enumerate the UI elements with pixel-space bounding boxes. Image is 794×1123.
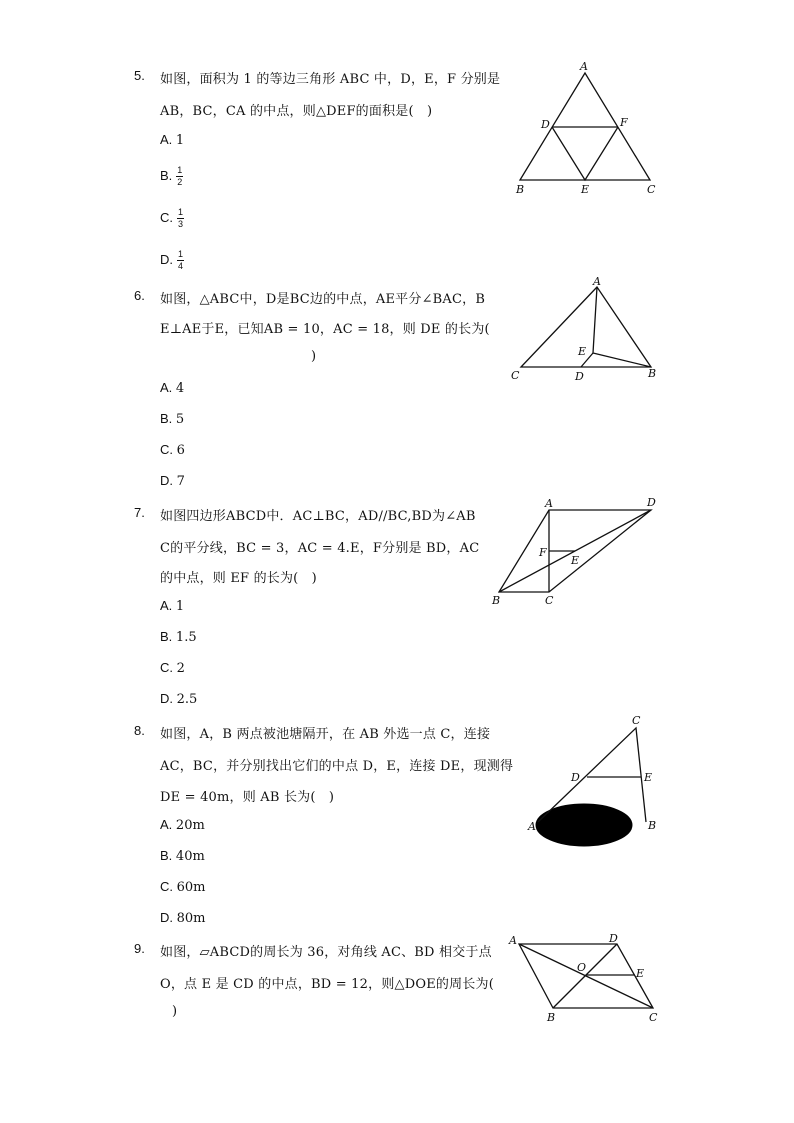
fraction: $\frac{1}{3}$ bbox=[177, 207, 183, 229]
question-number: 7. bbox=[134, 505, 145, 520]
question-text-line: AC，BC，并分别找出它们的中点 D，E，连接 DE，现测得 bbox=[160, 759, 514, 774]
label-A: A bbox=[528, 820, 536, 833]
question-number: 9. bbox=[134, 941, 145, 956]
question-text-line: DE = 40m，则 AB 长为( ) bbox=[160, 790, 335, 805]
option-c[interactable]: C. 60m bbox=[160, 879, 206, 895]
label-E: E bbox=[644, 771, 653, 784]
label-D: D bbox=[541, 118, 550, 131]
label-A: A bbox=[545, 497, 553, 510]
question-text-line: O，点 E 是 CD 的中点，BD = 12，则△DOE的周长为( bbox=[160, 977, 494, 992]
question-text-line: AB，BC，CA 的中点，则△DEF的面积是( ) bbox=[160, 104, 433, 119]
question-number: 8. bbox=[134, 723, 145, 738]
option-d[interactable]: D. $\frac{1}{4}$ bbox=[160, 249, 183, 271]
question-text-line: ) bbox=[311, 349, 317, 364]
label-A: A bbox=[580, 60, 588, 73]
fraction: $\frac{1}{4}$ bbox=[177, 249, 183, 271]
question-text-line: ) bbox=[172, 1004, 178, 1019]
option-b[interactable]: B. 5 bbox=[160, 411, 185, 427]
figure-q9-parallelogram bbox=[505, 928, 670, 1028]
label-C: C bbox=[649, 1011, 658, 1024]
label-C: C bbox=[511, 369, 520, 382]
question-text-line: 如图，△ABC中，D是BC边的中点，AE平分∠BAC，B bbox=[160, 292, 486, 307]
label-D: D bbox=[647, 496, 656, 509]
question-number: 5. bbox=[134, 68, 145, 83]
option-c[interactable]: C. $\frac{1}{3}$ bbox=[160, 207, 183, 229]
option-b[interactable]: B. 1.5 bbox=[160, 629, 197, 645]
label-E: E bbox=[578, 345, 587, 358]
label-B: B bbox=[648, 367, 657, 380]
label-C: C bbox=[545, 594, 554, 607]
option-d[interactable]: D. 7 bbox=[160, 473, 185, 489]
option-b[interactable]: B. $\frac{1}{2}$ bbox=[160, 165, 183, 187]
question-text-line: 的中点，则 EF 的长为( ) bbox=[160, 571, 317, 586]
option-c[interactable]: C. 6 bbox=[160, 442, 185, 458]
option-a[interactable]: A. 20m bbox=[160, 817, 205, 833]
figure-q5-triangle bbox=[500, 55, 670, 200]
label-F: F bbox=[620, 116, 628, 129]
question-text-line: 如图，A，B 两点被池塘隔开，在 AB 外选一点 C，连接 bbox=[160, 727, 491, 742]
label-D: D bbox=[575, 370, 584, 383]
option-d[interactable]: D. 80m bbox=[160, 910, 206, 926]
label-D: D bbox=[571, 771, 580, 784]
label-B: B bbox=[516, 183, 525, 196]
question-text-line: C的平分线，BC = 3，AC = 4.E，F分别是 BD，AC bbox=[160, 541, 480, 556]
option-b[interactable]: B. 40m bbox=[160, 848, 205, 864]
label-E: E bbox=[581, 183, 590, 196]
question-text-line: E⊥AE于E，已知AB = 10，AC = 18，则 DE 的长为( bbox=[160, 322, 490, 337]
fraction: $\frac{1}{2}$ bbox=[177, 165, 183, 187]
option-d[interactable]: D. 2.5 bbox=[160, 691, 198, 707]
question-text-line: 如图，面积为 1 的等边三角形 ABC 中，D，E，F 分别是 bbox=[160, 72, 501, 87]
figure-q8-pond bbox=[520, 710, 670, 860]
label-D: D bbox=[609, 932, 618, 945]
question-text-line: 如图，▱ABCD的周长为 36，对角线 AC、BD 相交于点 bbox=[160, 945, 492, 960]
question-text-line: 如图四边形ABCD中．AC⊥BC，AD//BC,BD为∠AB bbox=[160, 509, 476, 524]
label-A: A bbox=[509, 934, 517, 947]
option-a[interactable]: A. 4 bbox=[160, 380, 185, 396]
option-c[interactable]: C. 2 bbox=[160, 660, 185, 676]
label-O: O bbox=[577, 961, 587, 974]
label-C: C bbox=[647, 183, 656, 196]
option-a[interactable]: A. 1 bbox=[160, 598, 185, 614]
label-B: B bbox=[547, 1011, 556, 1024]
figure-q6-triangle bbox=[505, 275, 665, 385]
label-F: F bbox=[539, 546, 547, 559]
label-C: C bbox=[632, 714, 641, 727]
label-B: B bbox=[492, 594, 501, 607]
figure-q7-quadrilateral bbox=[485, 492, 665, 612]
label-E: E bbox=[636, 967, 645, 980]
label-A: A bbox=[593, 275, 601, 288]
question-number: 6. bbox=[134, 288, 145, 303]
label-B: B bbox=[648, 819, 657, 832]
label-E: E bbox=[571, 554, 580, 567]
option-a[interactable]: A. 1 bbox=[160, 132, 185, 148]
